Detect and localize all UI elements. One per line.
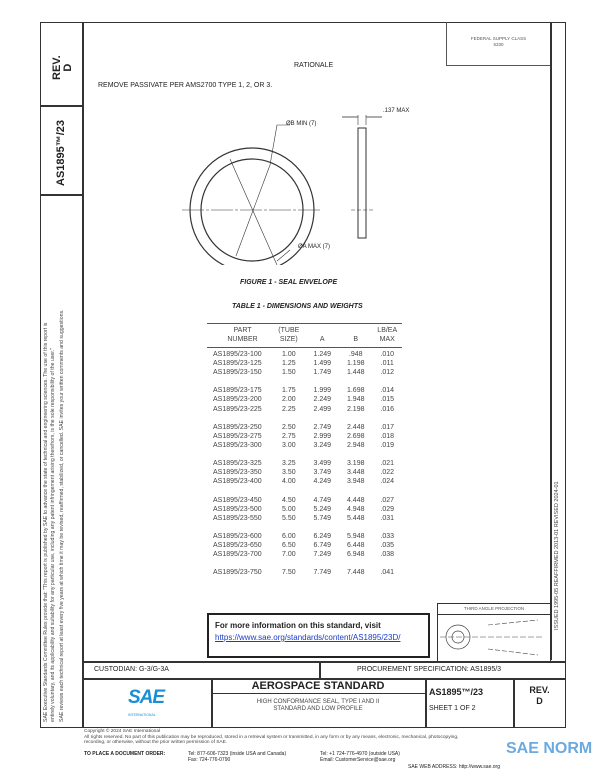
table-cell: 6.448 — [346, 541, 365, 549]
thickness-label: .137 MAX — [383, 108, 410, 114]
table-cell: 1.448 — [346, 369, 365, 377]
projection-label: THIRD ANGLE PROJECTION — [438, 604, 550, 615]
table-cell: 4.249 — [313, 478, 332, 486]
watermark: SAE NORM — [506, 740, 593, 757]
seal-envelope-figure — [180, 115, 430, 265]
rationale-text: REMOVE PASSIVATE PER AMS2700 TYPE 1, 2, OR 3. — [98, 82, 273, 89]
history: ISSUED 1995-05 REAFFIRMED 2013-01 REVISED 2024-01 — [554, 481, 560, 630]
table-cell: 1.749 — [313, 369, 332, 377]
order-label: TO PLACE A DOCUMENT ORDER: — [84, 751, 166, 757]
table-cell: 3.749 — [313, 469, 332, 477]
footer — [84, 729, 458, 746]
dim-b-label: ØB MIN (7) — [286, 121, 317, 127]
side-doc-number: AS1895™/23 — [55, 119, 67, 186]
table-cell: AS1895/23-125 — [213, 360, 262, 368]
table-cell: .021 — [380, 460, 395, 468]
sae-logo: SAE — [128, 687, 165, 708]
table-cell: 1.948 — [346, 396, 365, 404]
table-cell: .014 — [380, 387, 395, 395]
seal-side-view — [358, 128, 366, 238]
table-cell: .948 — [348, 351, 363, 358]
table-cell: AS1895/23-150 — [213, 369, 262, 377]
table-cell: AS1895/23-550 — [213, 514, 262, 522]
table-cell: .019 — [380, 441, 395, 449]
table-row — [207, 505, 402, 514]
table-cell: 3.50 — [281, 469, 296, 477]
dimensions-table — [207, 323, 402, 577]
table-row — [207, 532, 402, 541]
table-cell: AS1895/23-450 — [213, 496, 262, 504]
table-row — [207, 541, 402, 550]
disclaimer — [43, 202, 66, 722]
table-cell: .016 — [380, 405, 395, 413]
table-cell: 7.249 — [313, 551, 332, 559]
table-cell: AS1895/23-300 — [213, 441, 262, 449]
table-cell: AS1895/23-200 — [213, 396, 262, 404]
table-cell: 2.948 — [346, 441, 365, 449]
fax: Fax: 724-776-0790 — [188, 757, 231, 763]
col-lb: LB/EA — [377, 327, 398, 334]
table-cell: AS1895/23-600 — [213, 532, 262, 540]
table-cell: 1.249 — [313, 351, 332, 358]
table-cell: AS1895/23-175 — [213, 387, 262, 395]
tel-inside: Tel: 877-606-7323 (inside USA and Canada) — [188, 751, 287, 757]
table-cell: 2.198 — [346, 405, 365, 413]
table-cell: 7.00 — [281, 551, 296, 559]
table-cell: 1.999 — [313, 387, 332, 395]
rev-label: REV. — [529, 685, 550, 695]
title-line: STANDARD AND LOW PROFILE — [273, 706, 363, 712]
table-cell: 1.198 — [346, 360, 365, 368]
table-row — [207, 423, 402, 432]
table-cell: 7.448 — [346, 569, 365, 577]
table-row — [207, 359, 402, 368]
table-cell: 2.698 — [346, 432, 365, 440]
table-cell: 1.00 — [281, 351, 296, 358]
divider — [40, 105, 82, 107]
info-text: For more information on this standard, visit — [215, 621, 381, 630]
table-cell: .038 — [380, 551, 395, 559]
table-cell: 3.249 — [313, 441, 332, 449]
title-line: HIGH CONFORMANCE SEAL, TYPE I AND II — [256, 699, 380, 705]
table-cell: .012 — [380, 369, 395, 377]
table-cell: AS1895/23-500 — [213, 505, 262, 513]
table-cell: 2.249 — [313, 396, 332, 404]
info-link[interactable]: https://www.sae.org/standards/content/AS1895/23D/ — [215, 633, 401, 642]
rights: recording, or otherwise, without the prior written permission of SAE. — [84, 740, 228, 746]
table-cell: 4.948 — [346, 505, 365, 513]
custodian: CUSTODIAN: G-3/G-3A — [94, 666, 169, 673]
table-header — [207, 323, 402, 347]
fsc-value: 5330 — [493, 41, 504, 47]
table-cell: AS1895/23-275 — [213, 432, 262, 440]
table-cell: 5.50 — [281, 514, 296, 522]
table-cell: 1.499 — [313, 360, 332, 368]
rationale-heading: RATIONALE — [294, 62, 334, 69]
dim-a-label: ØA MAX (7) — [298, 244, 331, 250]
divider — [82, 22, 84, 728]
table-cell: 7.50 — [281, 569, 296, 577]
table-cell: .018 — [380, 432, 395, 440]
table-cell: 1.698 — [346, 387, 365, 395]
table-cell: 3.25 — [281, 460, 296, 468]
figure-caption: FIGURE 1 - SEAL ENVELOPE — [240, 279, 338, 286]
disclaimer-line: SAE Executive Standards Committee Rules provide that: "This report is published by SAE to advance the state of technical and engineering sciences. The use of this report is — [43, 322, 49, 722]
table-row — [207, 350, 402, 359]
table-row — [207, 441, 402, 450]
table-cell: 2.749 — [313, 423, 332, 431]
table-row — [207, 468, 402, 477]
table-cell: 6.50 — [281, 541, 296, 549]
divider — [40, 194, 82, 196]
table-row — [207, 368, 402, 377]
divider — [550, 22, 552, 660]
table-cell: 3.948 — [346, 478, 365, 486]
table-cell: .024 — [380, 478, 395, 486]
fsc-box — [446, 22, 550, 66]
table-cell: 1.75 — [281, 387, 296, 395]
table-cell: 3.448 — [346, 469, 365, 477]
table-cell: 6.249 — [313, 532, 332, 540]
procurement-spec: PROCUREMENT SPECIFICATION: AS1895/3 — [357, 666, 502, 673]
table-cell: .017 — [380, 423, 395, 431]
table-cell: .031 — [380, 514, 395, 522]
table-cell: .041 — [380, 569, 395, 577]
dimension-b — [236, 165, 270, 256]
table-cell: 5.749 — [313, 514, 332, 522]
copyright: Copyright © 2024 SAE International — [84, 729, 161, 734]
aerospace-standard-heading: AEROSPACE STANDARD — [251, 680, 385, 692]
sae-logo-sub: INTERNATIONAL — [128, 713, 156, 717]
table-cell: 6.948 — [346, 551, 365, 559]
doc-title — [211, 699, 425, 713]
web-address[interactable]: SAE WEB ADDRESS: http://www.sae.org — [408, 764, 500, 770]
table-cell: .010 — [380, 351, 395, 358]
table-cell: 6.00 — [281, 532, 296, 540]
table-cell: 3.198 — [346, 460, 365, 468]
table-cell: 5.249 — [313, 505, 332, 513]
table-row — [207, 568, 402, 577]
side-rev — [52, 55, 74, 80]
rights: All rights reserved. No part of this publication may be reproduced, stored in a retrieval system or transmitted, in any form or by any means, electronic, mechanical, photocopying, — [84, 734, 459, 740]
table-row — [207, 386, 402, 395]
email[interactable]: Email: CustomerService@sae.org — [320, 757, 396, 763]
sheet-number: SHEET 1 OF 2 — [429, 705, 476, 712]
table-cell: 3.499 — [313, 460, 332, 468]
dimension-a — [230, 159, 277, 265]
table-cell: AS1895/23-250 — [213, 423, 262, 431]
table-cell: 2.499 — [313, 405, 332, 413]
col-tube: SIZE) — [279, 336, 298, 343]
doc-number: AS1895™/23 — [429, 687, 484, 697]
table-cell: AS1895/23-650 — [213, 541, 262, 549]
table-cell: 1.25 — [281, 360, 296, 368]
table-cell: 6.749 — [313, 541, 332, 549]
col-part: NUMBER — [227, 336, 258, 343]
table-cell: 5.448 — [346, 514, 365, 522]
table-cell: 4.00 — [281, 478, 296, 486]
table-cell: AS1895/23-100 — [213, 351, 262, 358]
table-cell: AS1895/23-350 — [213, 469, 262, 477]
table-cell: .035 — [380, 541, 395, 549]
table-cell: .015 — [380, 396, 395, 404]
table-cell: 2.00 — [281, 396, 296, 404]
table-row — [207, 550, 402, 559]
table-cell: 1.50 — [281, 369, 296, 377]
table-cell: AS1895/23-750 — [213, 569, 262, 577]
info-box — [207, 613, 430, 658]
table-row — [207, 395, 402, 404]
table-cell: .033 — [380, 532, 395, 540]
projection-box — [437, 603, 551, 662]
table-row — [207, 514, 402, 523]
title-rev — [513, 685, 566, 707]
table-cell: .022 — [380, 469, 395, 477]
rev-label: REV. — [51, 55, 63, 80]
col-tube: (TUBE — [278, 327, 300, 334]
table-cell: .029 — [380, 505, 395, 513]
col-a: A — [319, 336, 325, 343]
col-part: PART — [233, 327, 252, 334]
table-cell: 4.448 — [346, 496, 365, 504]
third-angle-projection-icon — [438, 615, 550, 661]
table-title: TABLE 1 - DIMENSIONS AND WEIGHTS — [232, 303, 363, 310]
disclaimer-line: SAE reviews each technical report at least every five years at which time it may be revised, reaffirmed, stabilized, or cancelled. SAE invites your written comments and suggestions. — [59, 309, 65, 722]
table-row — [207, 477, 402, 486]
table-cell: 5.948 — [346, 532, 365, 540]
table-cell: AS1895/23-225 — [213, 405, 262, 413]
fsc-label: FEDERAL SUPPLY CLASS — [470, 36, 527, 41]
col-b: B — [353, 336, 359, 343]
table-cell: .011 — [380, 360, 394, 368]
table-cell: 5.00 — [281, 505, 296, 513]
table-cell: 2.75 — [281, 432, 296, 440]
table-cell: AS1895/23-325 — [213, 460, 262, 468]
table-cell: 4.50 — [281, 496, 296, 504]
rev-value: D — [62, 63, 74, 72]
disclaimer-line: entirely voluntary, and its applicability and suitability for any particular use, including any patent infringement arising therefrom, is the sole responsibility of the user." — [49, 348, 56, 722]
table-cell: 7.749 — [313, 569, 332, 577]
table-row — [207, 432, 402, 441]
table-cell: .027 — [380, 496, 395, 504]
table-cell: AS1895/23-700 — [213, 551, 262, 559]
tel-outside: Tel: +1 724-776-4970 (outside USA) — [320, 751, 400, 757]
rev-value: D — [536, 696, 543, 706]
table-cell: 2.448 — [346, 423, 365, 431]
table-cell: 3.00 — [281, 441, 296, 449]
outer-circle — [190, 148, 314, 265]
table-cell: 4.749 — [313, 496, 332, 504]
table-row — [207, 405, 402, 414]
table-cell: 2.50 — [281, 423, 296, 431]
table-row — [207, 496, 402, 505]
col-lb: MAX — [379, 336, 395, 343]
table-cell: 2.999 — [313, 432, 332, 440]
table-row — [207, 459, 402, 468]
table-cell: AS1895/23-400 — [213, 478, 262, 486]
table-cell: 2.25 — [281, 405, 296, 413]
